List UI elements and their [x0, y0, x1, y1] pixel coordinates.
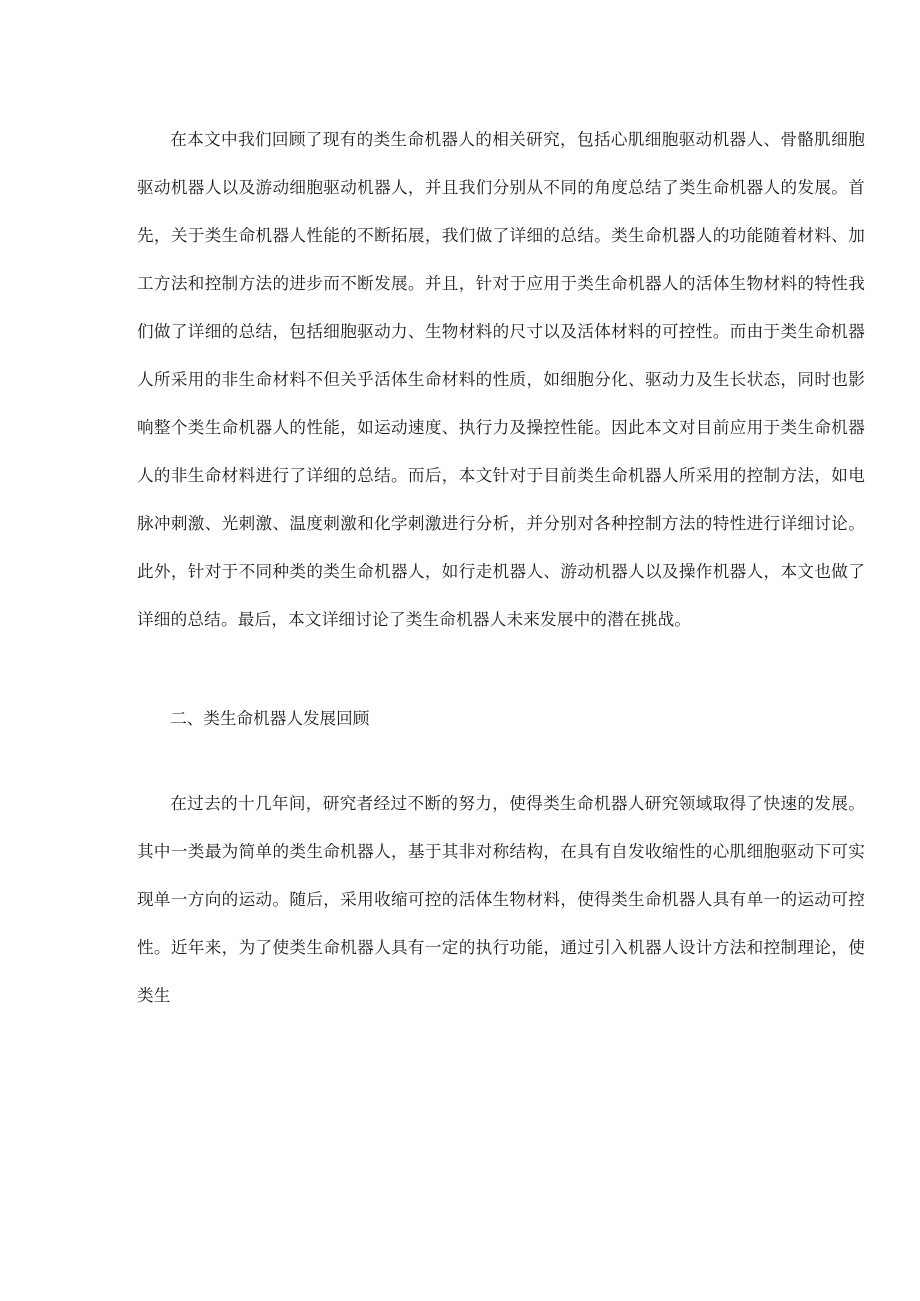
body-paragraph-summary: 在本文中我们回顾了现有的类生命机器人的相关研究，包括心肌细胞驱动机器人、骨骼肌细胞驱动机器人以及游动细胞驱动机器人，并且我们分别从不同的角度总结了类生命机器人的发展。首先，关于类生命机器人性能的不断拓展，我们做了详细的总结。类生命机器人的功能随着材料、加工方法和控制方法的进步而不断发展。并且，针对于应用于类生命机器人的活体生物材料的特性我们做了详细的总结，包括细胞驱动力、生物材料的尺寸以及活体材料的可控性。而由于类生命机器人所采用的非生命材料不但关乎活体生命材料的性质，如细胞分化、驱动力及生长状态，同时也影响整个类生命机器人的性能，如运动速度、执行力及操控性能。因此本文对目前应用于类生命机器人的非生命材料进行了详细的总结。而后，本文针对于目前类生命机器人所采用的控制方法，如电脉冲刺激、光刺激、温度刺激和化学刺激进行分析，并分别对各种控制方法的特性进行详细讨论。此外，针对于不同种类的类生命机器人，如行走机器人、游动机器人以及操作机器人，本文也做了详细的总结。最后，本文详细讨论了类生命机器人未来发展中的潜在挑战。 — [137, 130, 865, 629]
section-heading: 二、类生命机器人发展回顾 — [170, 709, 370, 728]
body-paragraph-review: 在过去的十几年间，研究者经过不断的努力，使得类生命机器人研究领域取得了快速的发展。其中一类最为简单的类生命机器人，基于其非对称结构，在具有自发收缩性的心肌细胞驱动下可实现单一方向的运动。随后，采用收缩可控的活体生物材料，使得类生命机器人具有单一的运动可控性。近年来，为了使类生命机器人具有一定的执行功能，通过引入机器人设计方法和控制理论，使类生 — [137, 794, 865, 1005]
